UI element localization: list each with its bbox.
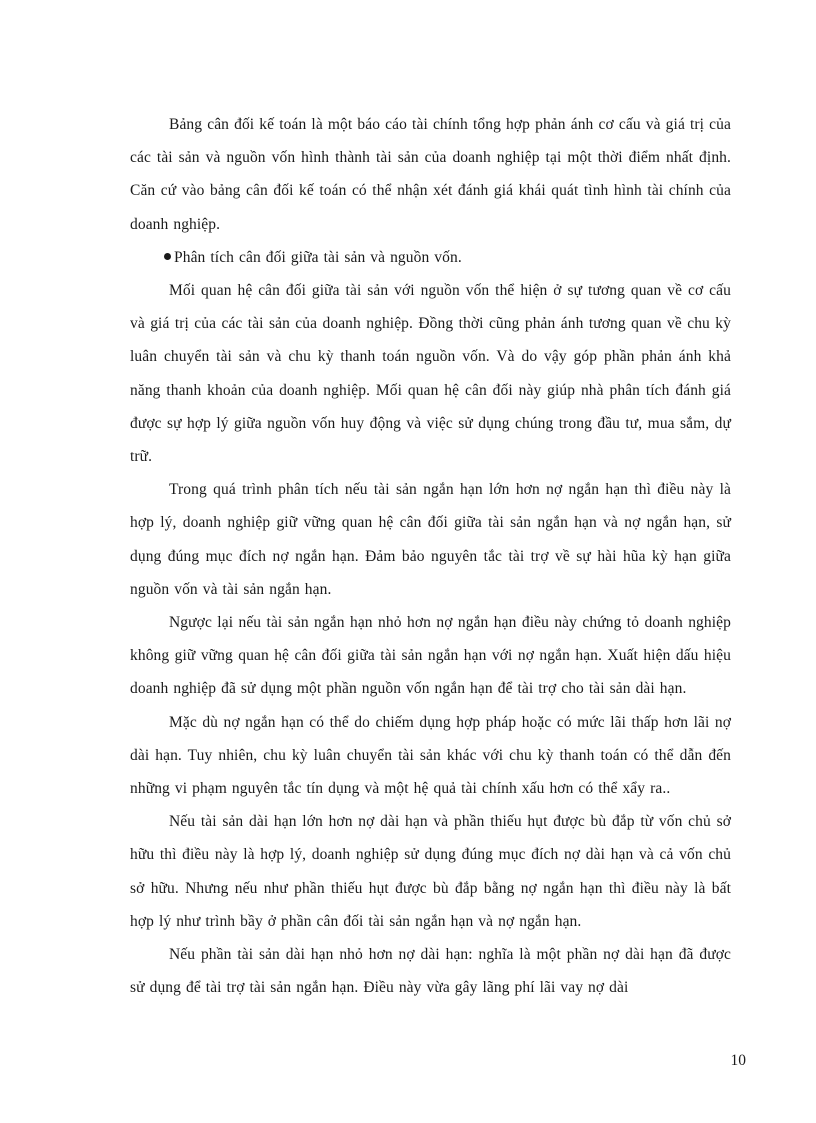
paragraph-long-term-greater: Nếu tài sản dài hạn lớn hơn nợ dài hạn và phần thiếu hụt được bù đắp từ vốn chủ sở hữu thì điều này là hợp lý, doanh nghiệp sử dụng đúng mục đích nợ dài hạn và cả vốn chủ sở hữu. Nhưng nếu như phần thiếu hụt được bù đắp bằng nợ ngắn hạn thì điều này là bất hợp lý như trình bầy ở phần cân đối tài sản ngắn hạn và nợ ngắn hạn. (130, 813, 731, 930)
paragraph-long-term-smaller: Nếu phần tài sản dài hạn nhỏ hơn nợ dài hạn: nghĩa là một phần nợ dài hạn đã được sử dụng để tài trợ tài sản ngắn hạn. Điều này vừa gây lãng phí lãi vay nợ dài (130, 946, 731, 997)
document-body (130, 108, 731, 1004)
paragraph-short-term-smaller: Ngược lại nếu tài sản ngắn hạn nhỏ hơn nợ ngắn hạn điều này chứng tỏ doanh nghiệp không giữ vững quan hệ cân đối giữa tài sản ngắn hạn với nợ ngắn hạn. Xuất hiện dấu hiệu doanh nghiệp đã sử dụng một phần nguồn vốn ngắn hạn để tài trợ cho tài sản dài hạn. (130, 614, 731, 698)
bullet-item-analysis-heading (130, 241, 731, 274)
bullet-dot-icon (164, 253, 171, 260)
page-number: 10 (730, 1052, 746, 1069)
paragraph-short-term-greater: Trong quá trình phân tích nếu tài sản ngắn hạn lớn hơn nợ ngắn hạn thì điều này là hợp lý, doanh nghiệp giữ vững quan hệ cân đối giữa tài sản ngắn hạn và nợ ngắn hạn, sử dụng đúng mục đích nợ ngắn hạn. Đảm bảo nguyên tắc tài trợ về sự hài hũa kỳ hạn giữa nguồn vốn và tài sản ngắn hạn. (130, 481, 731, 598)
paragraph-balance-sheet-intro: Bảng cân đối kế toán là một báo cáo tài chính tổng hợp phản ánh cơ cấu và giá trị của các tài sản và nguồn vốn hình thành tài sản của doanh nghiệp tại một thời điểm nhất định. Căn cứ vào bảng cân đối kế toán có thể nhận xét đánh giá khái quát tình hình tài chính của doanh nghiệp. (130, 116, 731, 233)
bullet-item-text: Phân tích cân đối giữa tài sản và nguồn vốn. (174, 248, 462, 266)
paragraph-relationship: Mối quan hệ cân đối giữa tài sản với nguồn vốn thể hiện ở sự tương quan về cơ cấu và giá trị của các tài sản của doanh nghiệp. Đồng thời cũng phản ánh tương quan về chu kỳ luân chuyển tài sản và chu kỳ thanh toán nguồn vốn. Và do vậy góp phần phản ánh khả năng thanh khoản của doanh nghiệp. Mối quan hệ cân đối này giúp nhà phân tích đánh giá được sự hợp lý giữa nguồn vốn huy động và việc sử dụng chúng trong đầu tư, mua sắm, dự trữ. (130, 282, 731, 466)
paragraph-short-term-debt-note: Mặc dù nợ ngắn hạn có thể do chiếm dụng hợp pháp hoặc có mức lãi thấp hơn lãi nợ dài hạn. Tuy nhiên, chu kỳ luân chuyển tài sản khác với chu kỳ thanh toán có thể dẫn đến những vi phạm nguyên tắc tín dụng và một hệ quả tài chính xấu hơn có thể xẩy ra.. (130, 713, 731, 798)
